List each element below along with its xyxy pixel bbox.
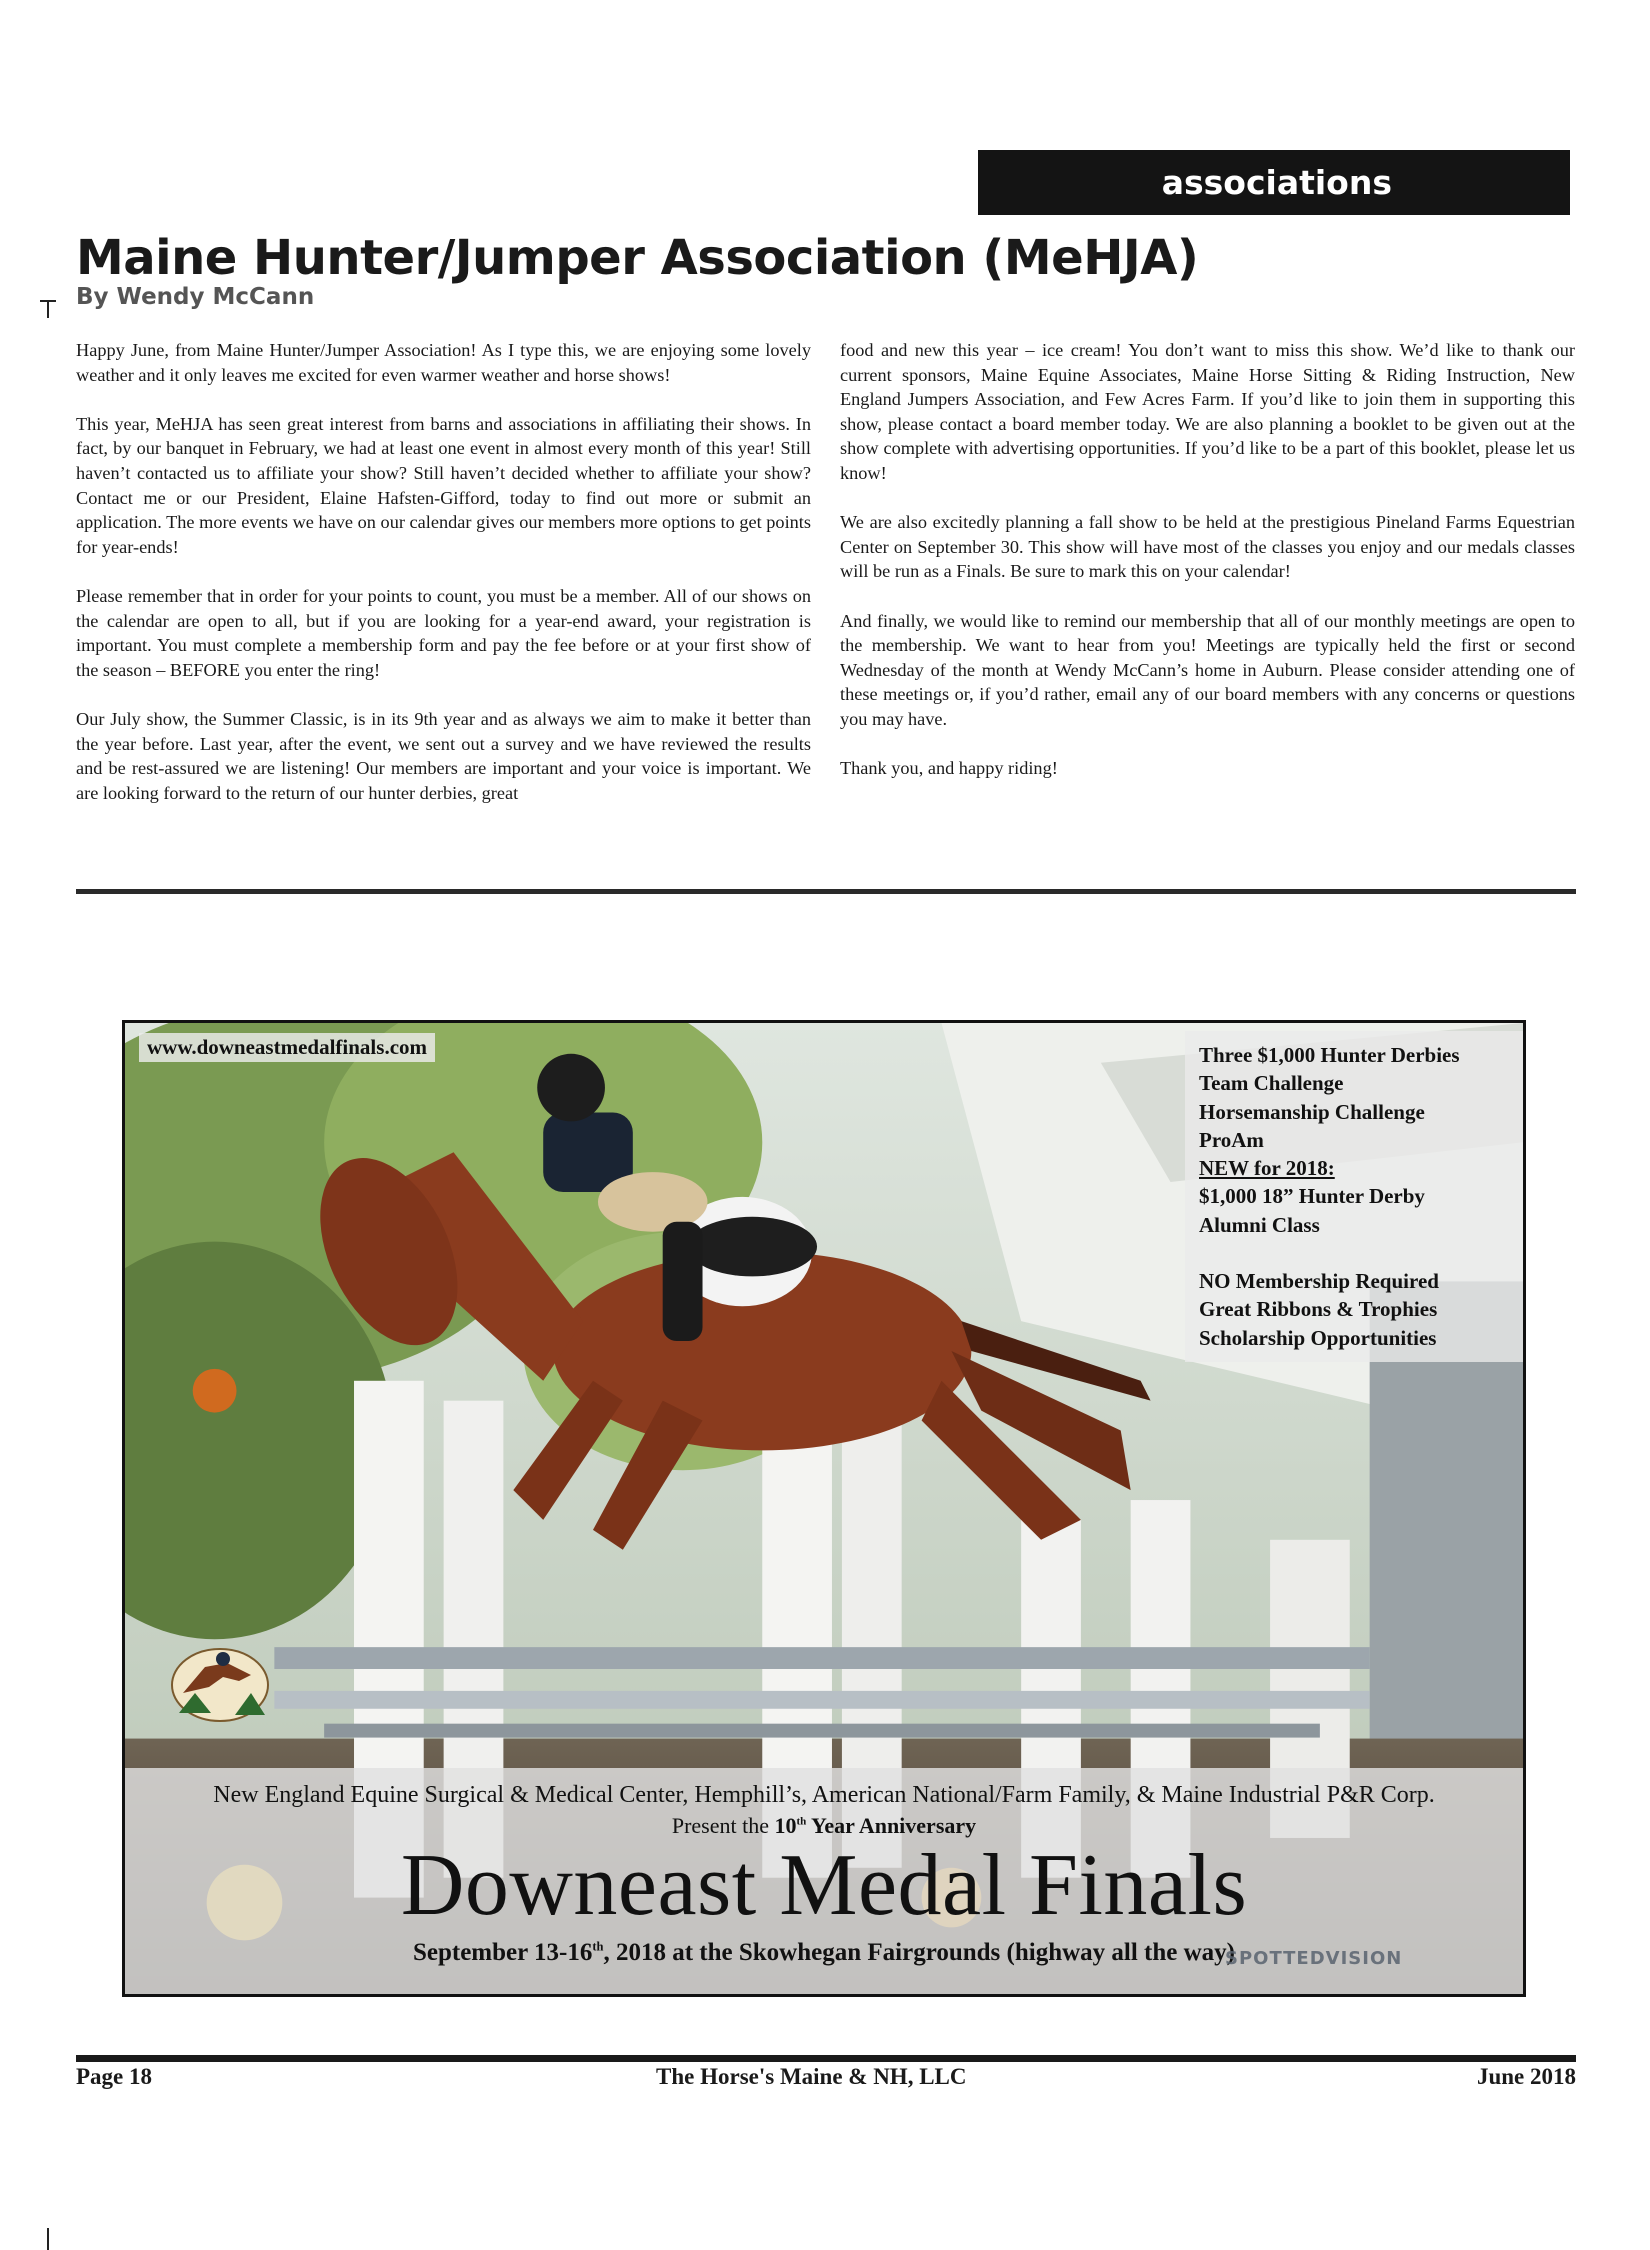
crop-mark bbox=[47, 2228, 49, 2250]
article-column-left bbox=[76, 338, 811, 830]
article-divider bbox=[76, 889, 1576, 894]
feature-item: Alumni Class bbox=[1199, 1212, 1320, 1237]
article-paragraph: This year, MeHJA has seen great interest from barns and associations in affiliating their shows. In fact, by our banquet in February, we had at least one event in almost every month of this year! Still haven’t contacted us to affiliate your show? Still haven’t decided whether to affiliate your show? Contact me or our President, Elaine Hafsten-Gifford, today to find out more or submit an application. The more events we have on our calendar gives our members more options to get points for year-ends! bbox=[76, 413, 811, 557]
ad-event-dates: September 13-16th, 2018 at the Skowhegan Fairgrounds (highway all the way) bbox=[412, 1939, 1236, 1966]
feature-item: Horsemanship Challenge bbox=[1199, 1099, 1425, 1124]
article-paragraph: Happy June, from Maine Hunter/Jumper Association! As I type this, we are enjoying some lovely weather and it only leaves me excited for even warmer weather and horse shows! bbox=[76, 340, 811, 385]
article-byline: By Wendy McCann bbox=[76, 284, 315, 310]
feature-item: Team Challenge bbox=[1199, 1071, 1344, 1096]
feature-item: NO Membership Required bbox=[1199, 1269, 1439, 1294]
article-paragraph: And finally, we would like to remind our membership that all of our monthly meetings are open to the membership. We want to hear from you! Meetings are typically held the first or second Wednesday of the month at Wendy McCann’s home in Auburn. Please consider attending one of these meetings or, if you’d rather, email any of our board members with any concerns or questions you may have. bbox=[840, 610, 1575, 729]
article-paragraph: Our July show, the Summer Classic, is in its 9th year and as always we aim to make it better than the year before. Last year, after the event, we sent out a survey and we have reviewed the results and be rest-assured we are listening! Our members are important and your voice is important. We are looking forward to the return of our hunter derbies, great bbox=[76, 708, 811, 803]
feature-item: ProAm bbox=[1199, 1127, 1264, 1152]
footer-publication: The Horse's Maine & NH, LLC bbox=[656, 2064, 967, 2089]
feature-item: Three $1,000 Hunter Derbies bbox=[1199, 1043, 1460, 1067]
footer-issue-date: June 2018 bbox=[1476, 2064, 1576, 2089]
footer-divider bbox=[76, 2055, 1576, 2062]
ad-event-title: Downeast Medal Finals bbox=[400, 1837, 1248, 1934]
feature-new-heading: NEW for 2018: bbox=[1199, 1156, 1335, 1181]
feature-spacer bbox=[1199, 1239, 1519, 1267]
article-paragraph: Thank you, and happy riding! bbox=[840, 758, 1058, 779]
article-paragraph: Please remember that in order for your points to count, you must be a member. All of our shows on the calendar are open to all, but if you are looking for a year-end award, your registration is important. You must complete a membership form and pay the fee before or at your first show of the season – BEFORE you enter the ring! bbox=[76, 585, 811, 680]
feature-item: $1,000 18” Hunter Derby bbox=[1199, 1184, 1425, 1209]
ad-sponsors: New England Equine Surgical & Medical Center, Hemphill’s, American National/Farm Family, & Maine Industrial P&R Corp. bbox=[213, 1782, 1435, 1808]
feature-item: Great Ribbons & Trophies bbox=[1199, 1297, 1438, 1322]
section-banner: associations bbox=[978, 150, 1570, 215]
article-title: Maine Hunter/Jumper Association (MeHJA) bbox=[76, 230, 1199, 286]
crop-mark bbox=[47, 300, 49, 318]
downeast-medal-finals-ad bbox=[122, 1020, 1526, 1997]
ad-website-link[interactable]: www.downeastmedalfinals.com bbox=[139, 1033, 435, 1062]
photo-credit: SPOTTEDVISION bbox=[1225, 1948, 1403, 1969]
article-column-right bbox=[840, 338, 1575, 805]
feature-item: Scholarship Opportunities bbox=[1199, 1325, 1437, 1350]
horse-jumper-logo-icon bbox=[165, 1623, 275, 1733]
footer-page-number: Page 18 bbox=[76, 2064, 153, 2089]
article-paragraph: food and new this year – ice cream! You don’t want to miss this show. We’d like to thank our current sponsors, Maine Equine Associates, Maine Horse Sitting & Riding Instruction, New England Jumpers Association, and Few Acres Farm. If you’d like to join them in supporting this show, please contact a board member today. We are also planning a booklet to be given out at the show complete with advertising opportunities. If you’d like to be a part of this booklet, please let us know! bbox=[840, 340, 1575, 483]
ad-features-list bbox=[1185, 1031, 1526, 1362]
ad-anniversary-line: Present the 10th Year Anniversary bbox=[671, 1813, 977, 1838]
article-paragraph: We are also excitedly planning a fall show to be held at the prestigious Pineland Farms Equestrian Center on September 30. This show will have most of the classes you enjoy and our medals classes will be run as a Finals. Be sure to mark this on your calendar! bbox=[840, 512, 1575, 582]
